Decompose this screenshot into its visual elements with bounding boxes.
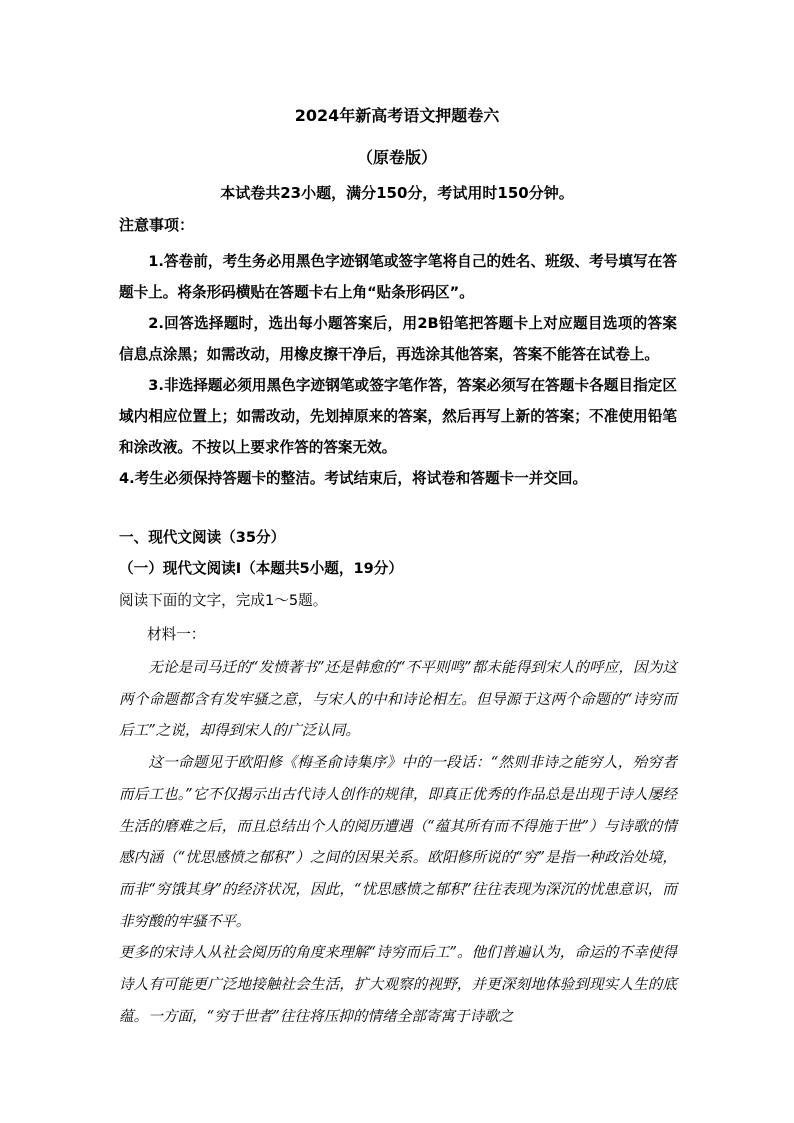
section-heading: 一、现代文阅读（35分） [119, 529, 286, 546]
material-paragraph: 这一命题见于欧阳修《梅圣俞诗集序》中的一段话：“然则非诗之能穷人，殆穷者而后工也。”它不仅揭示出古代诗人创作的规律，即真正优秀的作品总是出现于诗人屡经生活的磨难之后，而且总结出个人的阅历遭遇（“蕴其所有而不得施于世”）与诗歌的情感内涵（“忧思感愤之郁积”）之间的因果关系。欧阳修所说的“穷”是指一种政治处境，而非“穷饿其身”的经济状况，因此，“忧思感愤之郁积”往往表现为深沉的忧患意识，而非穷酸的牢骚不平。 [119, 754, 677, 930]
notice-list [119, 246, 677, 494]
notice-item: 4.考生必须保持答题卡的整洁。考试结束后，将试卷和答题卡一并交回。 [119, 470, 588, 487]
material-text [119, 652, 677, 1032]
material-paragraph: 无论是司马迁的“发愤著书”还是韩愈的“不平则鸣”都未能得到宋人的呼应，因为这两个命题都含有发牢骚之意，与宋人的中和诗论相左。但导源于这两个命题的“诗穷而后工”之说，却得到宋人的广泛认同。 [119, 659, 677, 740]
notice-item: 1.答卷前，考生务必用黑色字迹钢笔或签字笔将自己的姓名、班级、考号填写在答题卡上。将条形码横贴在答题卡右上角“贴条形码区”。 [119, 253, 677, 301]
exam-title: 2024年新高考语文押题卷六 [294, 106, 500, 125]
exam-subtitle: （原卷版） [356, 148, 437, 167]
notice-item: 3.非选择题必须用黑色字迹钢笔或签字笔作答，答案必须写在答题卡各题目指定区域内相应位置上；如需改动，先划掉原来的答案，然后再写上新的答案；不准使用铅笔和涂改液。不按以上要求作答的答案无效。 [119, 377, 677, 456]
reading-instruction: 阅读下面的文字，完成1～5题。 [119, 592, 328, 609]
subsection-heading: （一）现代文阅读Ⅰ（本题共5小题，19分） [119, 560, 403, 577]
notice-heading: 注意事项： [119, 216, 195, 234]
material-label: 材料一： [147, 626, 206, 643]
material-paragraph: 更多的宋诗人从社会阅历的角度来理解“诗穷而后工”。他们普遍认为，命运的不幸使得诗人有可能更广泛地接触社会生活，扩大观察的视野，并更深刻地体验到现实人生的底蕴。一方面，“穷于世者”往往将压抑的情绪全部寄寓于诗歌之 [119, 944, 677, 1025]
exam-meta: 本试卷共23小题，满分150分，考试用时150分钟。 [220, 184, 574, 202]
notice-item: 2.回答选择题时，选出每小题答案后，用2B铅笔把答题卡上对应题目选项的答案信息点涂黑；如需改动，用橡皮擦干净后，再选涂其他答案，答案不能答在试卷上。 [119, 315, 677, 363]
